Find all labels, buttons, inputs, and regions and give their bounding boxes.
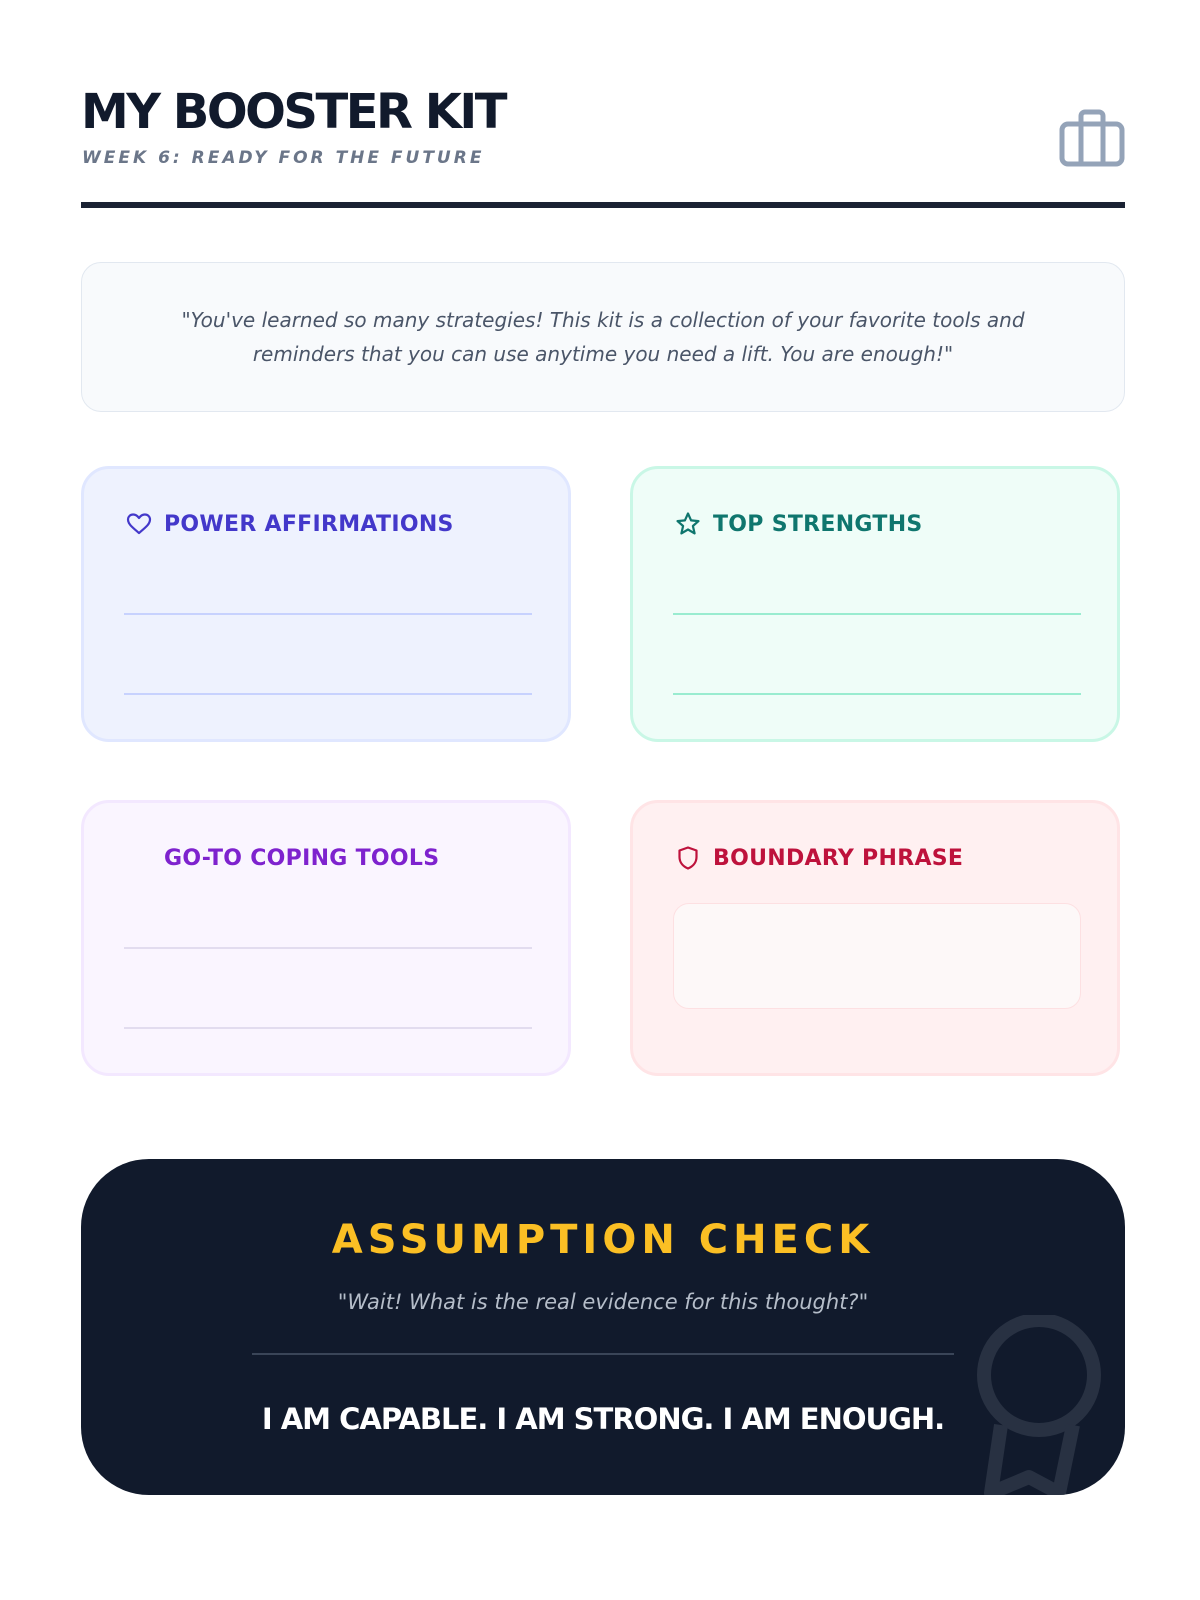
writing-line[interactable]	[673, 613, 1081, 615]
card-header	[124, 509, 454, 539]
page-title: MY BOOSTER KIT	[81, 84, 505, 140]
intro-text: "You've learned so many strategies! This kit is a collection of your favorite tools and reminders that you can use anytime you need a lift. You are enough!"	[181, 308, 1025, 366]
page-subtitle: WEEK 6: READY FOR THE FUTURE	[82, 148, 485, 168]
card-header	[673, 843, 963, 873]
heart-icon	[124, 509, 154, 539]
banner-affirmation: I AM CAPABLE. I AM STRONG. I AM ENOUGH.	[261, 1402, 945, 1436]
writing-line[interactable]	[124, 693, 532, 695]
card-coping-tools	[81, 800, 571, 1076]
banner-divider	[252, 1353, 954, 1355]
card-boundary-phrase	[630, 800, 1120, 1076]
assumption-check-banner	[81, 1159, 1125, 1495]
briefcase-icon	[1059, 108, 1125, 168]
writing-line[interactable]	[673, 693, 1081, 695]
writing-line[interactable]	[124, 1027, 532, 1029]
card-title: POWER AFFIRMATIONS	[164, 511, 454, 537]
header-divider	[81, 202, 1125, 208]
card-header	[124, 843, 439, 873]
boundary-phrase-input[interactable]	[673, 903, 1081, 1009]
booster-kit-page	[81, 0, 1125, 1600]
writing-line[interactable]	[124, 613, 532, 615]
card-top-strengths	[630, 466, 1120, 742]
shield-icon	[673, 843, 703, 873]
card-power-affirmations	[81, 466, 571, 742]
star-icon	[673, 509, 703, 539]
card-title: BOUNDARY PHRASE	[713, 845, 964, 871]
banner-title: ASSUMPTION CHECK	[331, 1217, 875, 1263]
banner-quote: "Wait! What is the real evidence for this thought?"	[337, 1290, 869, 1314]
writing-line[interactable]	[124, 947, 532, 949]
intro-box	[81, 262, 1125, 412]
page-header	[81, 86, 1125, 208]
card-title: TOP STRENGTHS	[713, 511, 923, 537]
card-header	[673, 509, 923, 539]
card-title: GO-TO COPING TOOLS	[164, 845, 440, 871]
